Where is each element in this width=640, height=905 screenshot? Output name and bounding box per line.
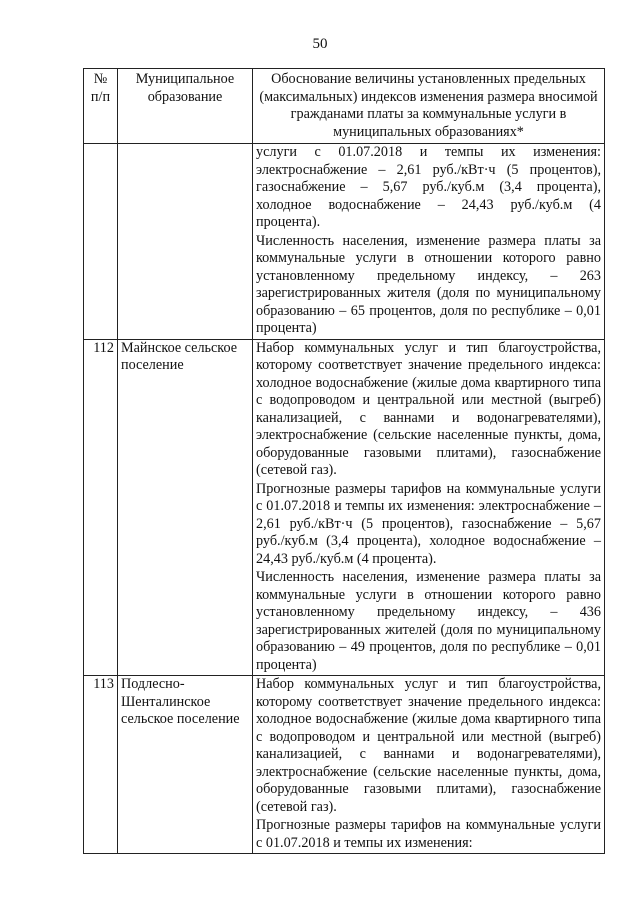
justification-paragraph: Прогнозные размеры тарифов на коммунальные услуги с 01.07.2018 и темпы их изменения: [256, 817, 601, 851]
row-justification [253, 144, 605, 340]
row-number [84, 144, 118, 340]
header-justification: Обоснование величины установленных предельных (максимальных) индексов изменения размера вносимой гражданами платы за коммунальные услуги в муниципальных образованиях* [253, 69, 605, 144]
page-number: 50 [312, 36, 328, 52]
header-number: № п/п [84, 69, 118, 144]
justification-paragraph: Численность населения, изменение размера платы за коммунальные услуги в отношении которого равно установленному предельному индексу, – 436 зарегистрированных жителей (доля по муниципальному образованию – 49 процентов, доля по республике – 0,01 процента) [256, 569, 601, 673]
row-municipality: Подлесно-Шенталинское сельское поселение [118, 676, 253, 854]
row-number: 113 [84, 676, 118, 854]
justification-paragraph: Прогнозные размеры тарифов на коммунальные услуги с 01.07.2018 и темпы их изменения: электроснабжение – 2,61 руб./кВт·ч (5 процентов), газоснабжение – 5,67 руб./куб.м (3,4 процента), холодное водоснабжение – 24,43 руб./куб.м (4 процента). [256, 480, 601, 567]
row-justification [253, 339, 605, 676]
row-justification [253, 676, 605, 854]
justification-paragraph: Численность населения, изменение размера платы за коммунальные услуги в отношении которого равно установленному предельному индексу, – 263 зарегистрированных жителя (доля по муниципальному образованию – 65 процентов, доля по республике – 0,01 процента) [256, 232, 601, 336]
row-municipality: Майнское сельское поселение [118, 339, 253, 676]
table-row [84, 144, 605, 340]
row-municipality [118, 144, 253, 340]
justification-paragraph: услуги с 01.07.2018 и темпы их изменения: электроснабжение – 2,61 руб./кВт·ч (5 процентов), газоснабжение – 5,67 руб./куб.м (3,4 процента), холодное водоснабжение – 24,43 руб./куб.м (4 процента). [256, 144, 601, 230]
tariff-index-table [83, 68, 605, 854]
justification-paragraph: Набор коммунальных услуг и тип благоустройства, которому соответствует значение предельного индекса: холодное водоснабжение (жилые дома квартирного типа с водопроводом и центральной или местной (выгреб) канализацией, с ваннами и водонагревателями), электроснабжение (сельские населенные пункты, дома, оборудованные газовыми плитами), газоснабжение (сетевой газ). [256, 339, 601, 478]
table-row [84, 676, 605, 854]
table-header-row [84, 69, 605, 144]
justification-paragraph: Набор коммунальных услуг и тип благоустройства, которому соответствует значение предельного индекса: холодное водоснабжение (жилые дома квартирного типа с водопроводом и центральной или местной (выгреб) канализацией, с ваннами и водонагревателями), электроснабжение (сельские населенные пункты, дома, оборудованные газовыми плитами), газоснабжение (сетевой газ). [256, 676, 601, 815]
table-row [84, 339, 605, 676]
header-municipality: Муниципальное образование [118, 69, 253, 144]
row-number: 112 [84, 339, 118, 676]
